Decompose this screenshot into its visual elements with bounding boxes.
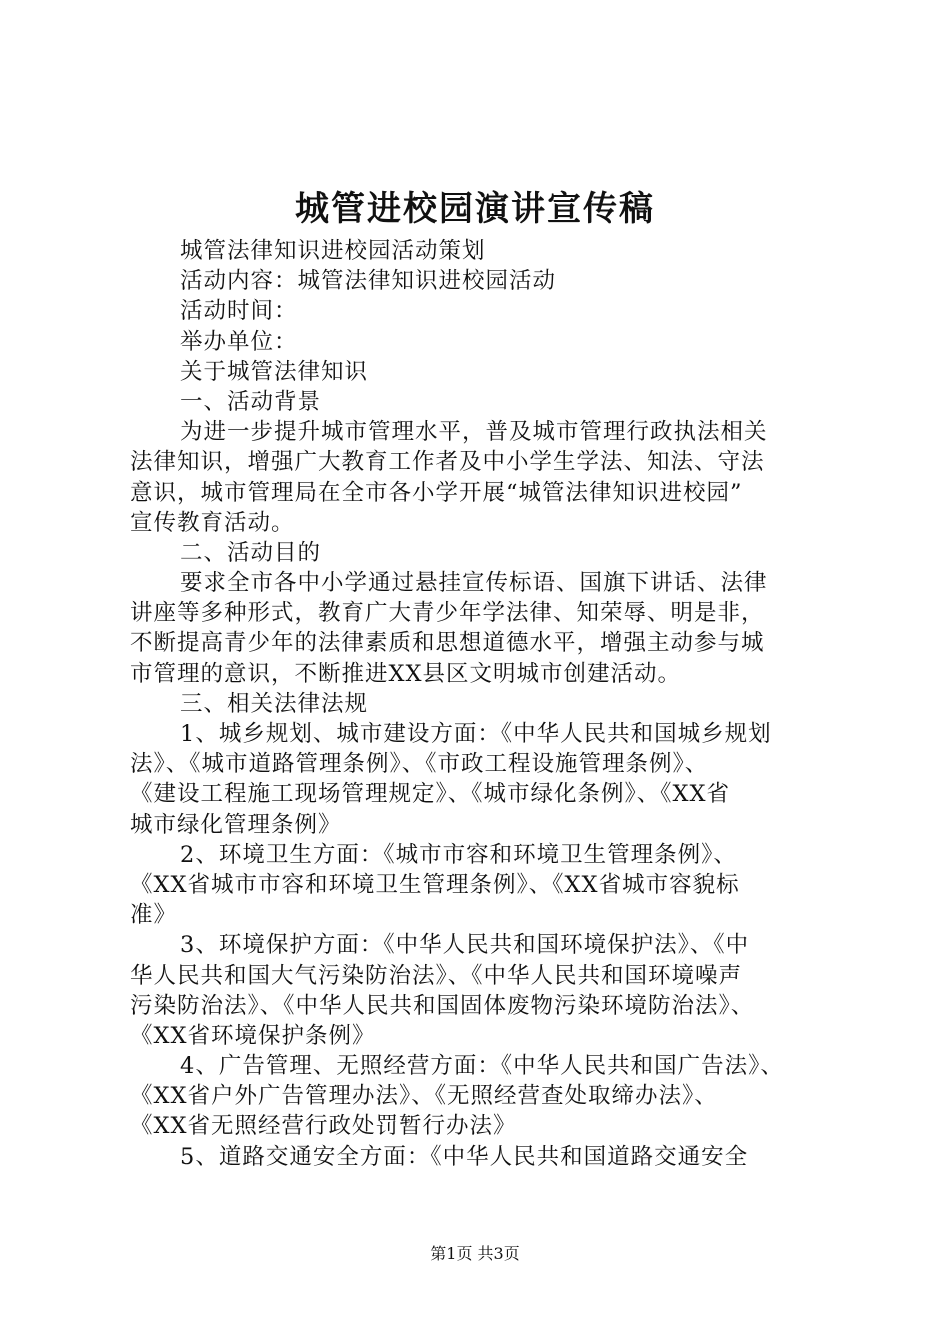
paragraph-line: 城市绿化管理条例》 bbox=[130, 811, 342, 838]
paragraph-line: 活动内容：城管法律知识进校园活动 bbox=[180, 268, 557, 295]
paragraph-line: 《XX省户外广告管理办法》、《无照经营查处取缔办法》、 bbox=[130, 1083, 718, 1110]
paragraph-line: 市管理的意识，不断推进XX县区文明城市创建活动。 bbox=[130, 660, 682, 687]
paragraph-line: 举办单位： bbox=[180, 328, 298, 355]
section-heading: 三、相关法律法规 bbox=[180, 690, 369, 717]
paragraph-line: 城管法律知识进校园活动策划 bbox=[180, 238, 486, 264]
paragraph-line: 5、道路交通安全方面：《中华人民共和国道路交通安全 bbox=[180, 1143, 749, 1170]
paragraph-line: 讲座等多种形式，教育广大青少年学法律、知荣辱、明是非， bbox=[130, 600, 765, 627]
paragraph-line: 污染防治法》、《中华人民共和国固体废物污染环境防治法》、 bbox=[130, 992, 755, 1019]
paragraph-line: 《XX省无照经营行政处罚暂行办法》 bbox=[130, 1113, 517, 1140]
document-title: 城管进校园演讲宣传稿 bbox=[295, 189, 655, 229]
section-heading: 二、活动目的 bbox=[180, 539, 322, 566]
paragraph-line: 为进一步提升城市管理水平，普及城市管理行政执法相关 bbox=[180, 419, 768, 446]
paragraph-line: 3、环境保护方面：《中华人民共和国环境保护法》、《中 bbox=[180, 932, 750, 959]
paragraph-line: 要求全市各中小学通过悬挂宣传标语、国旗下讲话、法律 bbox=[180, 570, 768, 597]
document-body bbox=[130, 236, 830, 1172]
paragraph-line: 不断提高青少年的法律素质和思想道德水平，增强主动参与城 bbox=[130, 630, 765, 657]
paragraph-line: 华人民共和国大气污染防治法》、《中华人民共和国环境噪声 bbox=[130, 962, 743, 989]
paragraph-line: 《XX省环境保护条例》 bbox=[130, 1022, 376, 1049]
paragraph-line: 《建设工程施工现场管理规定》、《城市绿化条例》、《XX省 bbox=[130, 781, 731, 808]
paragraph-line: 4、广告管理、无照经营方面：《中华人民共和国广告法》、 bbox=[180, 1053, 784, 1080]
paragraph-line: 关于城管法律知识 bbox=[180, 358, 369, 385]
paragraph-line: 宣传教育活动。 bbox=[130, 509, 295, 536]
page-footer: 第1页 共3页 bbox=[430, 1244, 520, 1263]
paragraph-line: 准》 bbox=[130, 902, 178, 929]
section-heading: 一、活动背景 bbox=[180, 388, 322, 415]
paragraph-line: 活动时间： bbox=[180, 298, 298, 325]
paragraph-line: 1、城乡规划、城市建设方面：《中华人民共和国城乡规划 bbox=[180, 721, 772, 747]
paragraph-line: 法律知识，增强广大教育工作者及中小学生学法、知法、守法 bbox=[130, 449, 765, 476]
paragraph-line: 《XX省城市市容和环境卫生管理条例》、《XX省城市容貌标 bbox=[130, 871, 740, 898]
paragraph-line: 意识，城市管理局在全市各小学开展“城管法律知识进校园” bbox=[130, 479, 743, 506]
paragraph-line: 法》、《城市道路管理条例》、《市政工程设施管理条例》、 bbox=[130, 751, 709, 778]
paragraph-line: 2、环境卫生方面：《城市市容和环境卫生管理条例》、 bbox=[180, 841, 737, 868]
